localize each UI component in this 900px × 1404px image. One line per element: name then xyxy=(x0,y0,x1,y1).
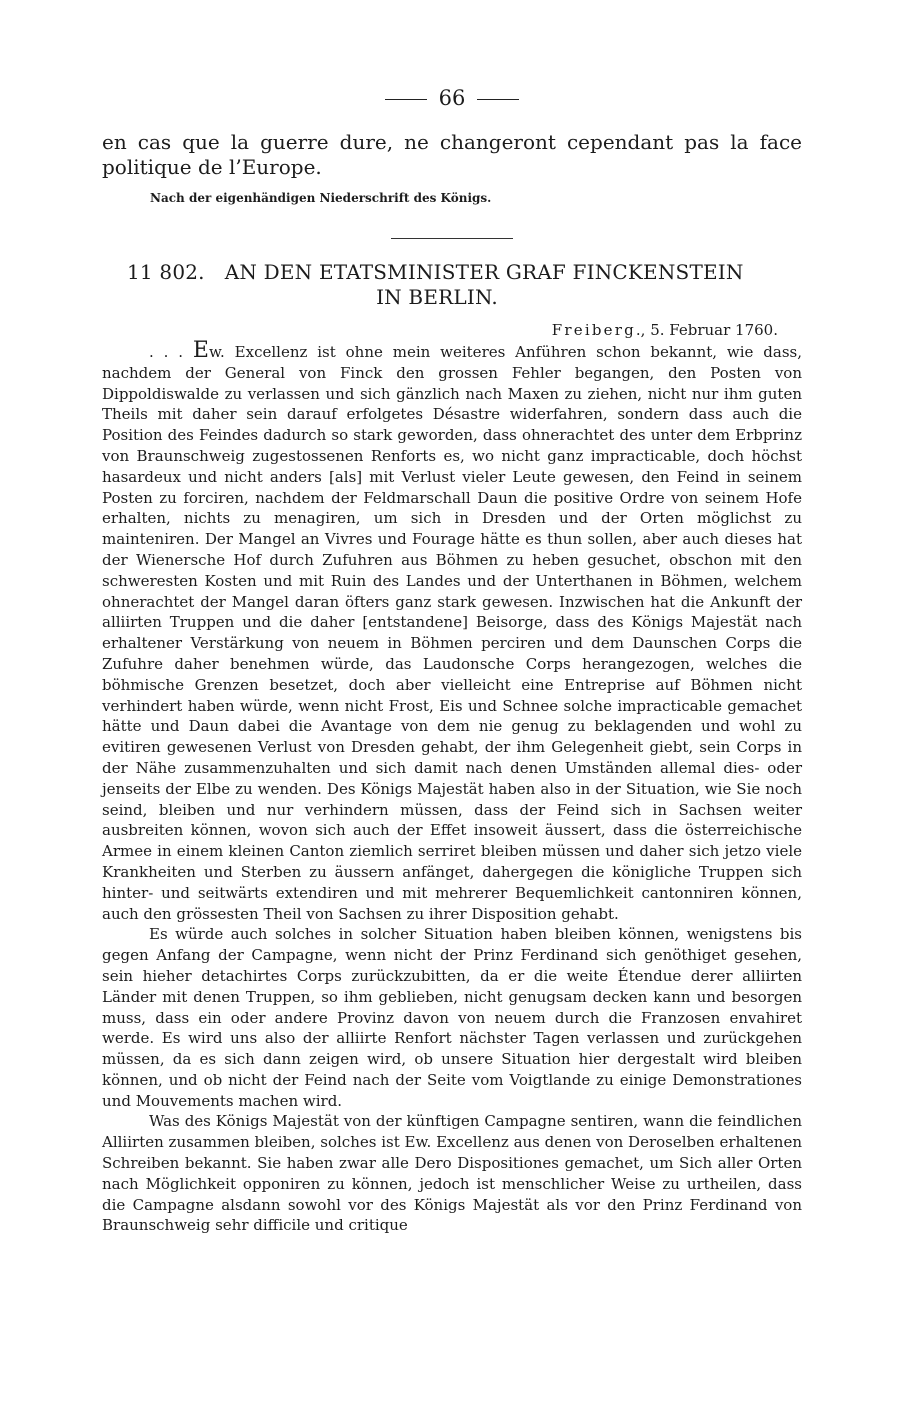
letter-heading xyxy=(102,260,802,310)
page-number: 66 xyxy=(438,86,466,110)
body-paragraph xyxy=(102,338,802,924)
section-divider xyxy=(391,238,513,239)
letter-heading-line1 xyxy=(127,260,802,285)
intro-text: en cas que la guerre dure, ne changeront cependant pas la face politique de l’Europe. xyxy=(102,130,802,179)
opening-capital: E xyxy=(192,338,209,363)
body-paragraph: Es würde auch solches in solcher Situation haben bleiben können, wenigstens bis gegen Anfang der Campagne, wenn nicht der Prinz Ferdinand sich genöthiget gesehen, sein hieher detachirtes Corps zurückzubitten, da er die weite Étendue derer alliirten Länder mit denen Truppen, so ihm geblieben, nicht genugsam decken kann und besorgen muss, dass ein oder andere Provinz davon von neuem durch die Franzosen envahiret werde. Es wird uns also der alliirte Renfort nächster Tagen verlassen und zurückgehen müssen, da es sich dann zeigen wird, ob unsere Situation hier dergestalt wird bleiben können, und ob nicht der Feind nach der Seite vom Voigtlande zu einige Demonstrationes und Mouvements machen wird. xyxy=(102,925,802,1110)
letter-body xyxy=(102,338,802,1236)
body-paragraph: Was des Königs Majestät von der künftigen Campagne sentiren, wann die feindlichen Alliirten zusammen bleiben, solches ist Ew. Excellenz aus denen von Deroselben erhaltenen Schreiben bekannt. Sie haben zwar alle Dero Dispositiones gemachet, um Sich aller Orten nach Möglichkeit opponiren zu können, jedoch ist menschlicher Weise zu urtheilen, dass die Campagne alsdann sowohl vor des Königs Majestät als vor den Prinz Ferdinand von Braunschweig sehr difficile und critique xyxy=(102,1112,802,1235)
letter-heading-line2: IN BERLIN. xyxy=(376,285,498,309)
letter-number: 11 802. xyxy=(127,260,205,284)
document-page xyxy=(102,84,802,1236)
page-number-dash-left xyxy=(385,99,427,100)
opening-ellipsis: . . . xyxy=(149,343,193,361)
letter-recipient: AN DEN ETATSMINISTER GRAF FINCKENSTEIN xyxy=(224,260,744,284)
page-number-line xyxy=(102,84,802,112)
letter-date: ., 5. Februar 1760. xyxy=(635,321,778,339)
paragraph-text: w. Excellenz ist ohne mein weiteres Anführen schon bekannt, wie dass, nachdem der General von Finck den grossen Fehler begangen, den Posten von Dippoldiswalde zu verlassen und sich gänzlich nach Maxen zu ziehen, nicht nur ihm guten Theils mit daher sein darauf erfolgetes Désastre widerfahren, sondern dass auch die Position des Feindes dadurch so stark geworden, dass ohnerachtet des unter dem Erbprinz von Braunschweig zugestossenen Renforts es, wo nicht ganz impracticable, doch höchst hasardeux und nicht anders [als] mit Verlust vieler Leute gewesen, den Feind in seinem Posten zu forciren, nachdem der Feldmarschall Daun die positive Ordre von seinem Hofe erhalten, nichts zu menagiren, um sich in Dresden und der Orten möglichst zu mainteniren. Der Mangel an Vivres und Fourage hätte es thun sollen, aber auch dieses hat der Wienersche Hof durch Zufuhren aus Böhmen zu heben gesuchet, obschon mit den schweresten Kosten und mit Ruin des Landes und der Unterthanen in Böhmen, welchem ohnerachtet der Mangel daran öfters ganz stark gewesen. Inzwischen hat die Ankunft der alliirten Truppen und die daher [entstandene] Beisorge, dass des Königs Majestät nach erhaltener Verstärkung von neuem in Böhmen perciren und dem Daunschen Corps die Zufuhre daher benehmen würde, das Laudonsche Corps herangezogen, welches die böhmische Grenzen besetzet, doch aber vielleicht eine Entreprise auf Böhmen nicht verhindert haben würde, wenn nicht Frost, Eis und Schnee solche impracticable gemachet hätte und Daun dabei die Avantage von dem nie genug zu beklagenden und wohl zu evitiren gewesenen Verlust von Dresden gehabt, der ihm Gelegenheit giebt, sein Corps in der Nähe zusammenzuhalten und sich damit nach denen Umständen allemal dies- oder jenseits der Elbe zu wenden. Des Königs Majestät haben also in der Situation, wie Sie noch seind, bleiben und nur verhindern müssen, dass der Feind sich in Sachsen weiter ausbreiten können, wovon sich auch der Effet insoweit äussert, dass die österreichische Armee in einem kleinen Canton ziemlich serriret bleiben müssen und daher sich jetzo viele Krankheiten und Sterben zu äussern anfänget, dahergegen die königliche Truppen sich hinter- und seitwärts extendiren und mit mehrerer Bequemlichkeit cantonniren können, auch den grössesten Theil von Sachsen zu ihrer Disposition gehabt. xyxy=(102,343,802,923)
letter-place: Freiberg xyxy=(551,321,636,339)
page-number-dash-right xyxy=(477,99,519,100)
source-note: Nach der eigenhändigen Niederschrift des Königs. xyxy=(150,191,492,205)
